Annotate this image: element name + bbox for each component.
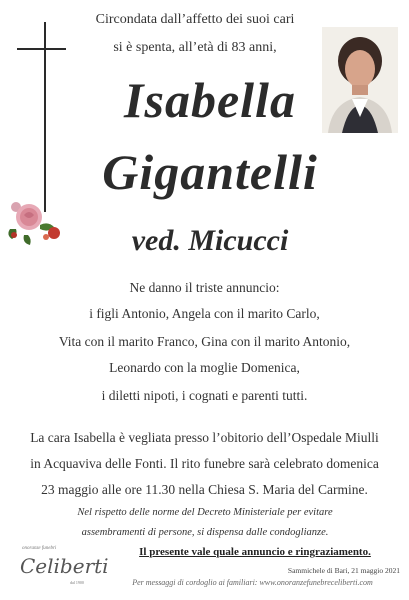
announcement-line-1: Ne danno il triste annuncio:: [129, 280, 280, 295]
logo-tagline: onoranze funebri: [22, 546, 57, 551]
funeral-home-logo: [18, 546, 109, 590]
details-line-2: in Acquaviva delle Fonti. Il rito funebre sarà celebrato domenica: [30, 456, 379, 471]
logo-name: Celiberti: [20, 554, 109, 578]
intro-line-2: si è spenta, all’età di 83 anni,: [113, 40, 277, 55]
notice-line-2: assembramenti di persone, si dispensa dalle condoglianze.: [81, 527, 329, 538]
announcement-line-4: Leonardo con la moglie Domenica,: [109, 360, 300, 375]
cross-horizontal: [17, 48, 66, 50]
footer-website-line: Per messaggi di cordoglio ai familiari: www.onoranzefunebreceliberti.com: [132, 578, 373, 587]
details-line-1: La cara Isabella è vegliata presso l’obitorio dell’Ospedale Miulli: [30, 430, 379, 445]
announcement-line-3: Vita con il marito Franco, Gina con il marito Antonio,: [58, 334, 351, 349]
announcement-line-5: i diletti nipoti, i cognati e parenti tutti.: [101, 388, 308, 403]
details-line-3: 23 maggio alle ore 11.30 nella Chiesa S. Maria del Carmine.: [41, 482, 368, 497]
thanks-line: Il presente vale quale annuncio e ringraziamento.: [139, 546, 371, 558]
notice-line-1: Nel rispetto delle norme del Decreto Ministeriale per evitare: [77, 507, 333, 518]
widow-of-name: ved. Micucci: [131, 224, 289, 257]
logo-year: dal 1900: [70, 580, 84, 585]
rose-flower-icon: [4, 195, 66, 247]
place-date: Sammichele di Bari, 21 maggio 2021: [287, 566, 400, 575]
announcement-line-2: i figli Antonio, Angela con il marito Carlo,: [89, 306, 320, 321]
intro-line-1: Circondata dall’affetto dei suoi cari: [95, 12, 295, 27]
cross-vertical: [44, 22, 46, 212]
deceased-last-name: Gigantelli: [102, 144, 318, 200]
deceased-first-name: Isabella: [124, 72, 296, 128]
